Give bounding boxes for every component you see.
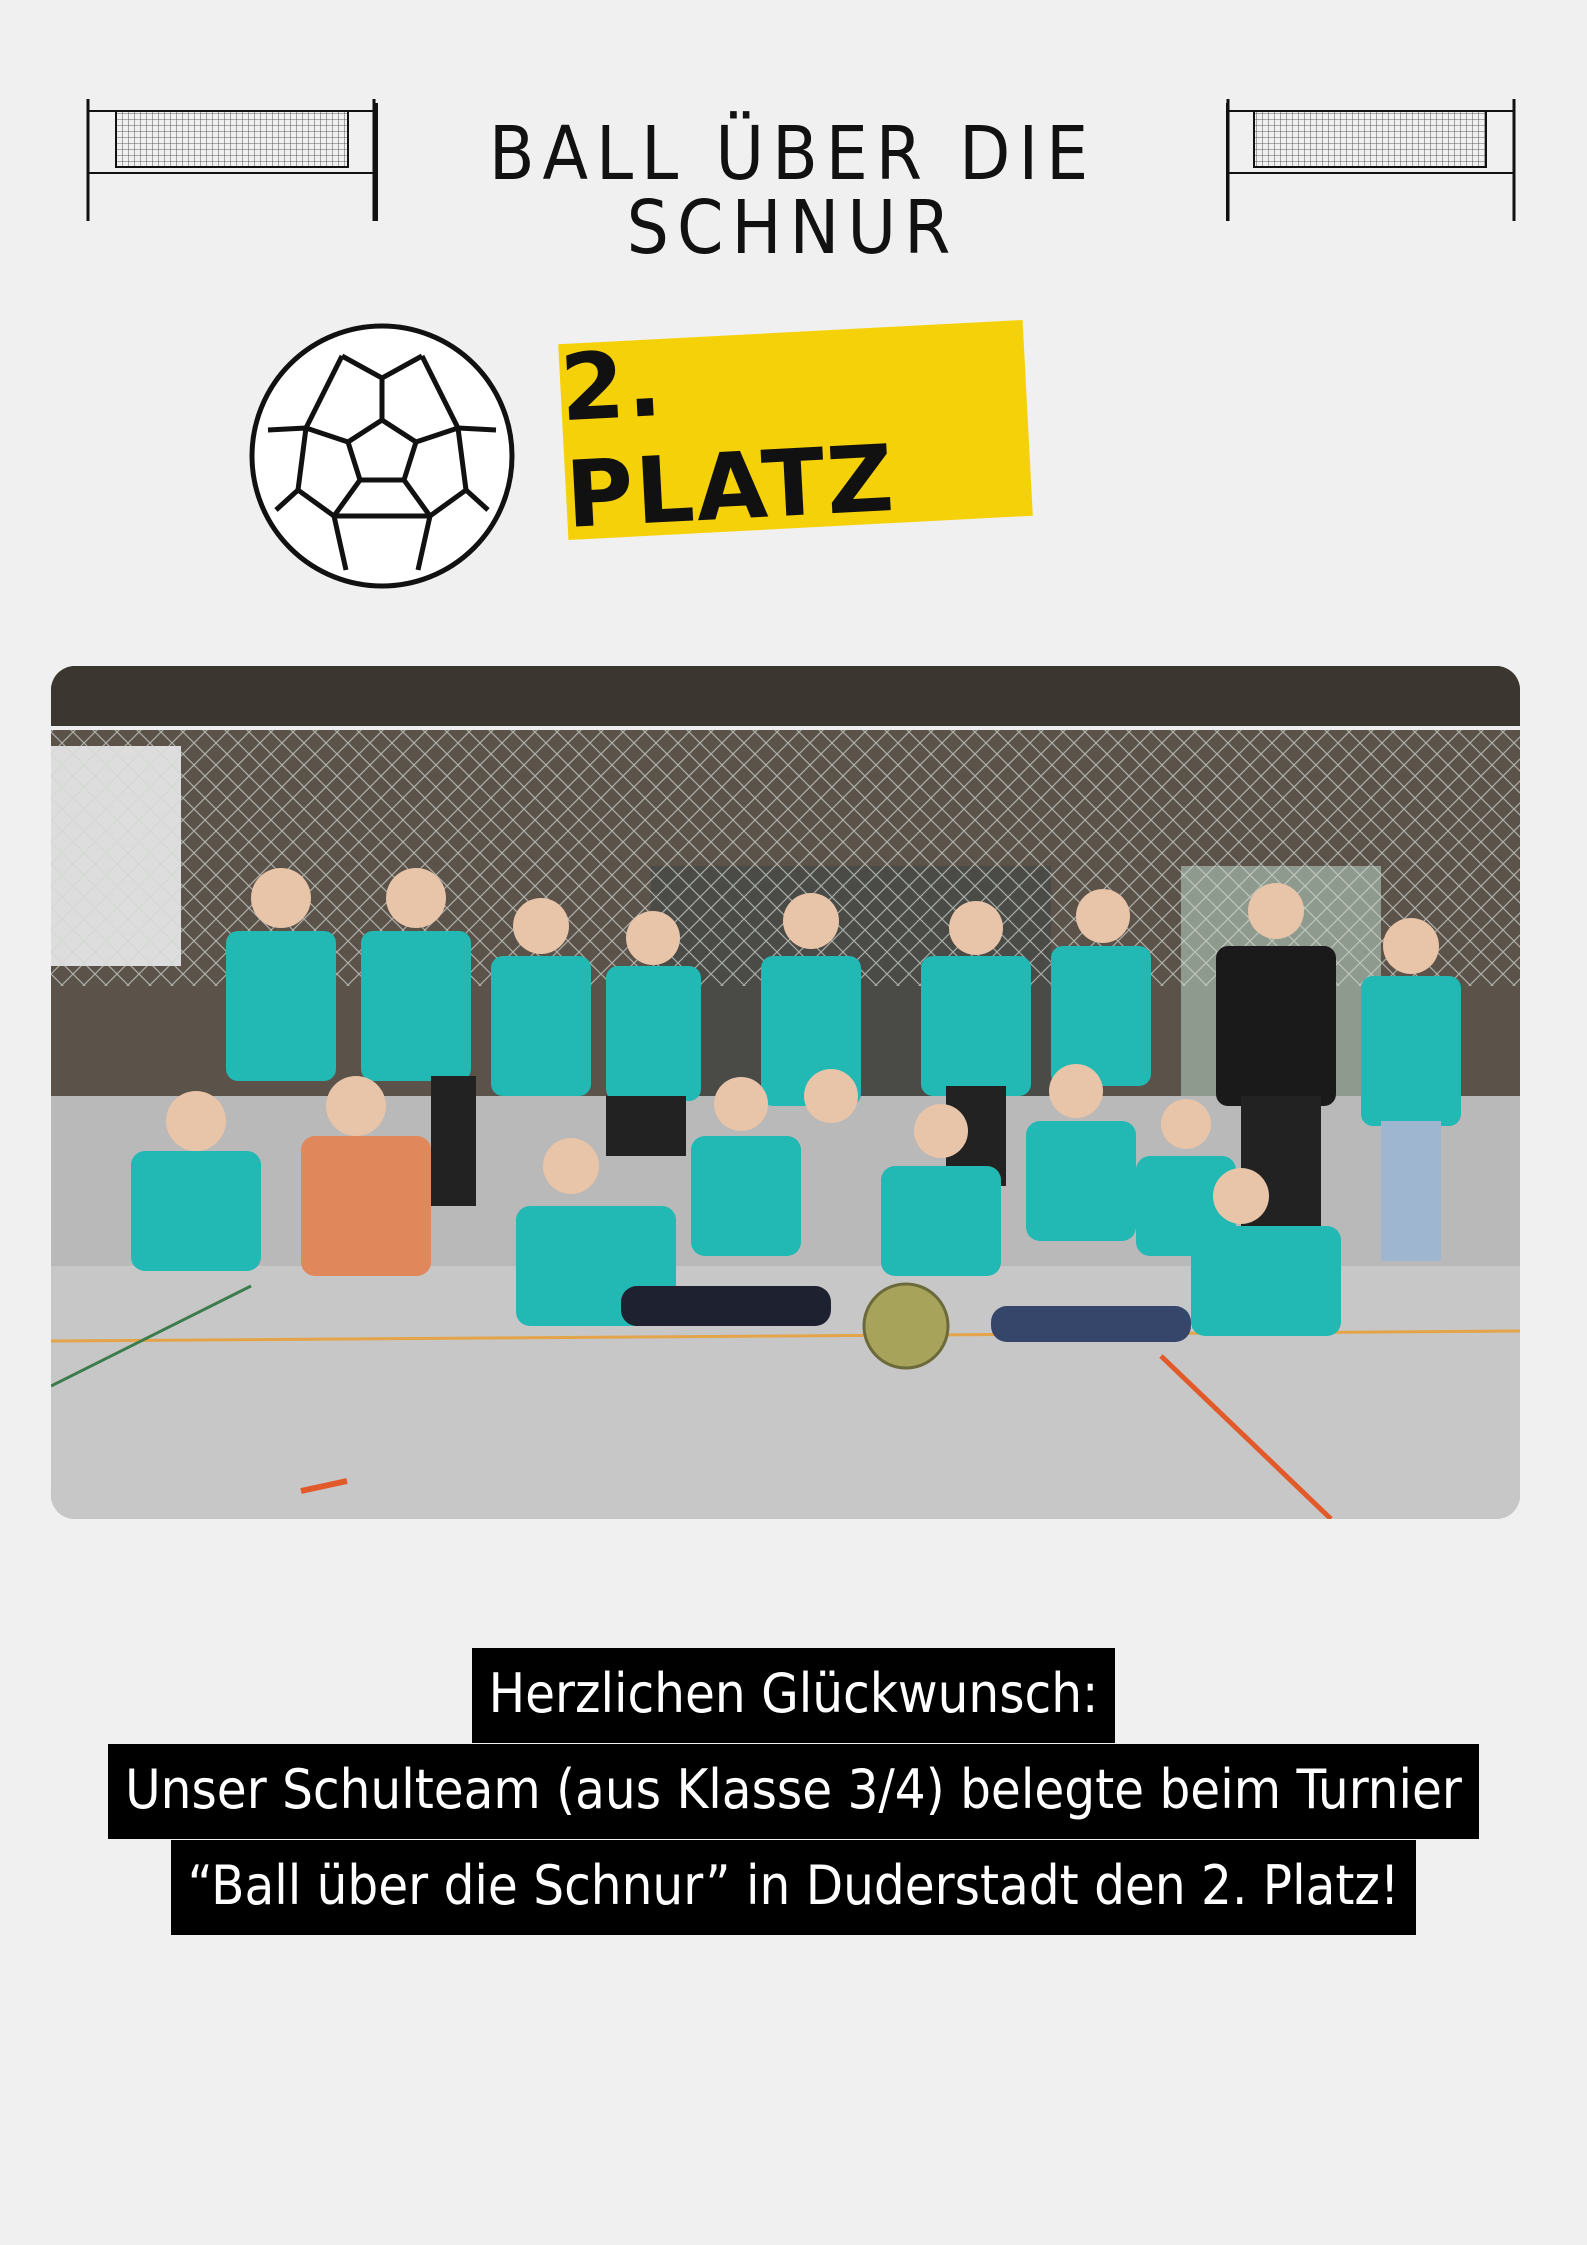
header (0, 95, 1587, 271)
volleyball-net-icon (1226, 95, 1516, 225)
place-badge-text: 2. PLATZ (557, 329, 899, 550)
place-badge (557, 320, 1033, 550)
page-title: BALL ÜBER DIE SCHNUR (488, 111, 1097, 271)
handball-icon (246, 320, 518, 592)
caption (0, 1648, 1587, 1936)
team-photo (51, 666, 1520, 1519)
caption-line: Herzlichen Glückwunsch: (472, 1648, 1116, 1743)
caption-line: Unser Schulteam (aus Klasse 3/4) belegte beim Turnier (108, 1744, 1479, 1839)
caption-line: “Ball über die Schnur” in Duderstadt den 2. Platz! (171, 1840, 1417, 1935)
volleyball-net-icon (86, 95, 376, 225)
team-photo-image (51, 666, 1520, 1519)
header-divider (375, 103, 378, 221)
